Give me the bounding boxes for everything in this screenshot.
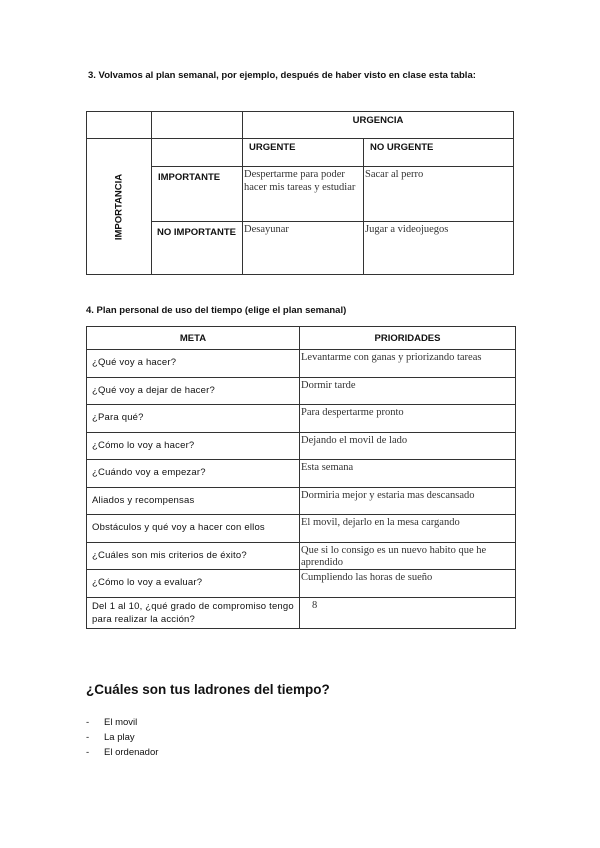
priority-cell: Para despertarme pronto	[300, 405, 516, 433]
no-importante-row-header: NO IMPORTANTE	[151, 221, 243, 275]
priority-cell: Esta semana	[300, 460, 516, 488]
table-row	[87, 597, 516, 628]
list-item	[86, 717, 158, 732]
table-row	[87, 377, 516, 405]
priority-cell: Dejando el movil de lado	[300, 432, 516, 460]
matrix-empty-cell	[86, 111, 152, 139]
no-importante-urgente-cell: Desayunar	[242, 221, 364, 275]
urgente-header: URGENTE	[242, 138, 364, 167]
matrix-empty-cell	[151, 111, 243, 139]
priority-cell: Que si lo consigo es un nuevo habito que he aprendido	[300, 542, 516, 570]
table-row	[87, 350, 516, 378]
list-item-text: La play	[104, 732, 135, 743]
importante-no-urgente-cell: Sacar al perro	[363, 166, 514, 222]
meta-cell: ¿Para qué?	[87, 405, 300, 433]
table-row	[87, 542, 516, 570]
section-4-title: 4. Plan personal de uso del tiempo (elige el plan semanal)	[86, 305, 347, 316]
meta-cell: ¿Qué voy a dejar de hacer?	[87, 377, 300, 405]
matrix-empty-cell	[151, 138, 243, 167]
meta-cell: Obstáculos y qué voy a hacer con ellos	[87, 515, 300, 543]
importante-urgente-cell: Despertarme para poder hacer mis tareas y estudiar	[242, 166, 364, 222]
table-row	[87, 432, 516, 460]
meta-cell: Del 1 al 10, ¿qué grado de compromiso tengo para realizar la acción?	[87, 597, 300, 628]
time-thieves-heading: ¿Cuáles son tus ladrones del tiempo?	[86, 682, 330, 697]
meta-cell: ¿Cuáles son mis criterios de éxito?	[87, 542, 300, 570]
priority-cell: Dormiria mejor y estaria mas descansado	[300, 487, 516, 515]
time-thieves-list	[86, 717, 158, 762]
importancia-header	[86, 138, 152, 275]
meta-cell: ¿Qué voy a hacer?	[87, 350, 300, 378]
list-bullet: -	[86, 747, 90, 758]
table-row	[87, 487, 516, 515]
section-3-title: 3. Volvamos al plan semanal, por ejemplo, después de haber visto en clase esta tabla:	[88, 70, 476, 81]
no-importante-no-urgente-cell: Jugar a videojuegos	[363, 221, 514, 275]
table-row	[87, 570, 516, 598]
urgency-importance-matrix	[86, 111, 514, 275]
importancia-label: IMPORTANCIA	[113, 173, 125, 240]
importante-row-header: IMPORTANTE	[151, 166, 243, 222]
list-item-text: El movil	[104, 717, 138, 728]
table-row	[87, 515, 516, 543]
list-bullet: -	[86, 717, 90, 728]
prioridades-header: PRIORIDADES	[300, 327, 516, 350]
priority-cell: El movil, dejarlo en la mesa cargando	[300, 515, 516, 543]
meta-cell: Aliados y recompensas	[87, 487, 300, 515]
table-row	[87, 405, 516, 433]
meta-cell: ¿Cómo lo voy a hacer?	[87, 432, 300, 460]
list-item	[86, 732, 158, 747]
priority-cell: Dormir tarde	[300, 377, 516, 405]
meta-cell: ¿Cuándo voy a empezar?	[87, 460, 300, 488]
no-urgente-header: NO URGENTE	[363, 138, 514, 167]
meta-cell: ¿Cómo lo voy a evaluar?	[87, 570, 300, 598]
priority-cell: Levantarme con ganas y priorizando tareas	[300, 350, 516, 378]
meta-header: META	[87, 327, 300, 350]
urgencia-header: URGENCIA	[242, 111, 514, 139]
priority-cell: Cumpliendo las horas de sueño	[300, 570, 516, 598]
list-bullet: -	[86, 732, 90, 743]
list-item	[86, 747, 158, 762]
list-item-text: El ordenador	[104, 747, 159, 758]
priority-cell: 8	[300, 597, 516, 628]
time-plan-table	[86, 326, 516, 629]
table-row	[87, 460, 516, 488]
